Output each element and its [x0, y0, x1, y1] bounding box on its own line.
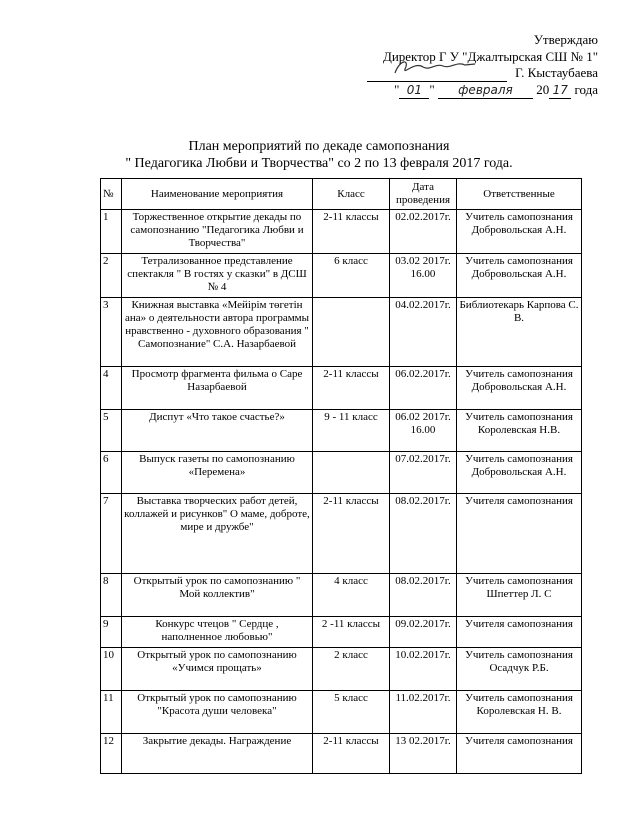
- table-row: [101, 648, 582, 691]
- title-line-2: " Педагогика Любви и Творчества" со 2 по 13 февраля 2017 года.: [125, 156, 513, 171]
- row-name: Тетрализованное представление спектакля " В гостях у сказки" в ДСШ № 4: [122, 254, 313, 298]
- row-name: Книжная выставка «Мейірім төгетін ана» о деятельности автора программы нравственно - духовного образования " Самопознание" С.А. Назарбаевой: [122, 298, 313, 367]
- row-date: 09.02.2017г.: [390, 617, 457, 648]
- col-date: Дата проведения: [390, 179, 457, 210]
- row-date: 10.02.2017г.: [390, 648, 457, 691]
- table-row: [101, 410, 582, 452]
- row-responsible: Учитель самопознания Королевская Н.В.: [457, 410, 582, 452]
- row-number: 9: [101, 617, 122, 648]
- row-date: 08.02.2017г.: [390, 494, 457, 574]
- row-responsible: Учителя самопознания: [457, 494, 582, 574]
- year-word: года: [574, 81, 598, 97]
- table-row: [101, 734, 582, 774]
- table-row: [101, 210, 582, 254]
- year-suffix: 17: [549, 82, 571, 100]
- date-day: 01: [399, 82, 429, 100]
- row-responsible: Учитель самопознания Добровольская А.Н.: [457, 254, 582, 298]
- row-class: 9 - 11 класс: [313, 410, 390, 452]
- quote-open: ": [394, 81, 400, 97]
- row-name: Выпуск газеты по самопознанию «Перемена»: [122, 452, 313, 494]
- title-line-1: План мероприятий по декаде самопознания: [188, 139, 450, 154]
- row-number: 12: [101, 734, 122, 774]
- approval-date: [367, 82, 598, 100]
- events-table: [100, 178, 582, 774]
- table-row: [101, 254, 582, 298]
- row-number: 10: [101, 648, 122, 691]
- row-number: 2: [101, 254, 122, 298]
- row-number: 7: [101, 494, 122, 574]
- document-title: [0, 138, 638, 172]
- col-number: №: [101, 179, 122, 210]
- col-name: Наименование мероприятия: [122, 179, 313, 210]
- row-number: 11: [101, 691, 122, 734]
- table-row: [101, 617, 582, 648]
- table-row: [101, 574, 582, 617]
- row-responsible: Учителя самопознания: [457, 734, 582, 774]
- row-name: Выставка творческих работ детей, коллажей и рисунков" О маме, доброте, мире и дружбе": [122, 494, 313, 574]
- row-responsible: Учитель самопознания Добровольская А.Н.: [457, 367, 582, 410]
- row-date: 06.02.2017г.: [390, 367, 457, 410]
- row-responsible: Учитель самопознания Осадчук Р.Б.: [457, 648, 582, 691]
- row-responsible: Учитель самопознания Добровольская А.Н.: [457, 210, 582, 254]
- col-class: Класс: [313, 179, 390, 210]
- row-date: 02.02.2017г.: [390, 210, 457, 254]
- row-responsible: Учителя самопознания: [457, 617, 582, 648]
- table-header-row: [101, 179, 582, 210]
- row-name: Конкурс чтецов " Сердце , наполненное любовью": [122, 617, 313, 648]
- row-name: Открытый урок по самопознанию «Учимся прощать»: [122, 648, 313, 691]
- table-row: [101, 691, 582, 734]
- row-number: 8: [101, 574, 122, 617]
- year-prefix: 20: [536, 81, 550, 97]
- row-date: 08.02.2017г.: [390, 574, 457, 617]
- row-responsible: Библиотекарь Карпова С. В.: [457, 298, 582, 367]
- row-number: 5: [101, 410, 122, 452]
- director-title: Директор Г У "Джалтырская СШ № 1": [382, 48, 598, 64]
- row-class: 2-11 классы: [313, 367, 390, 410]
- quote-close: ": [429, 81, 435, 97]
- row-responsible: Учитель самопознания Королевская Н. В.: [457, 691, 582, 734]
- row-class: 2-11 классы: [313, 210, 390, 254]
- handwritten-signature-icon: [375, 57, 495, 79]
- row-class: 5 класс: [313, 691, 390, 734]
- row-class: 2-11 классы: [313, 494, 390, 574]
- row-date: 06.02 2017г. 16.00: [390, 410, 457, 452]
- row-number: 3: [101, 298, 122, 367]
- row-class: 6 класс: [313, 254, 390, 298]
- row-name: Торжественное открытие декады по самопознанию "Педагогика Любви и Творчества": [122, 210, 313, 254]
- row-name: Диспут «Что такое счастье?»: [122, 410, 313, 452]
- row-class: 2-11 классы: [313, 734, 390, 774]
- row-name: Просмотр фрагмента фильма о Саре Назарбаевой: [122, 367, 313, 410]
- table-row: [101, 494, 582, 574]
- approval-heading: Утверждаю: [533, 32, 598, 47]
- row-date: 11.02.2017г.: [390, 691, 457, 734]
- row-number: 1: [101, 210, 122, 254]
- table-row: [101, 367, 582, 410]
- row-date: 13 02.2017г.: [390, 734, 457, 774]
- row-name: Закрытие декады. Награждение: [122, 734, 313, 774]
- row-name: Открытый урок по самопознанию " Мой коллектив": [122, 574, 313, 617]
- row-date: 03.02 2017г. 16.00: [390, 254, 457, 298]
- table-row: [101, 298, 582, 367]
- row-class: [313, 298, 390, 367]
- row-responsible: Учитель самопознания Шпеттер Л. С: [457, 574, 582, 617]
- table-row: [101, 452, 582, 494]
- date-month: февраля: [438, 82, 533, 100]
- row-name: Открытый урок по самопознанию "Красота души человека": [122, 691, 313, 734]
- row-number: 4: [101, 367, 122, 410]
- approval-block: [367, 32, 598, 99]
- row-responsible: Учитель самопознания Добровольская А.Н.: [457, 452, 582, 494]
- row-class: 2 -11 классы: [313, 617, 390, 648]
- row-number: 6: [101, 452, 122, 494]
- row-class: [313, 452, 390, 494]
- row-class: 4 класс: [313, 574, 390, 617]
- row-date: 04.02.2017г.: [390, 298, 457, 367]
- signature: [367, 67, 507, 82]
- director-name: Г. Кыстаубаева: [515, 65, 598, 80]
- row-class: 2 класс: [313, 648, 390, 691]
- row-date: 07.02.2017г.: [390, 452, 457, 494]
- col-responsible: Ответственные: [457, 179, 582, 210]
- signature-line: [367, 65, 598, 82]
